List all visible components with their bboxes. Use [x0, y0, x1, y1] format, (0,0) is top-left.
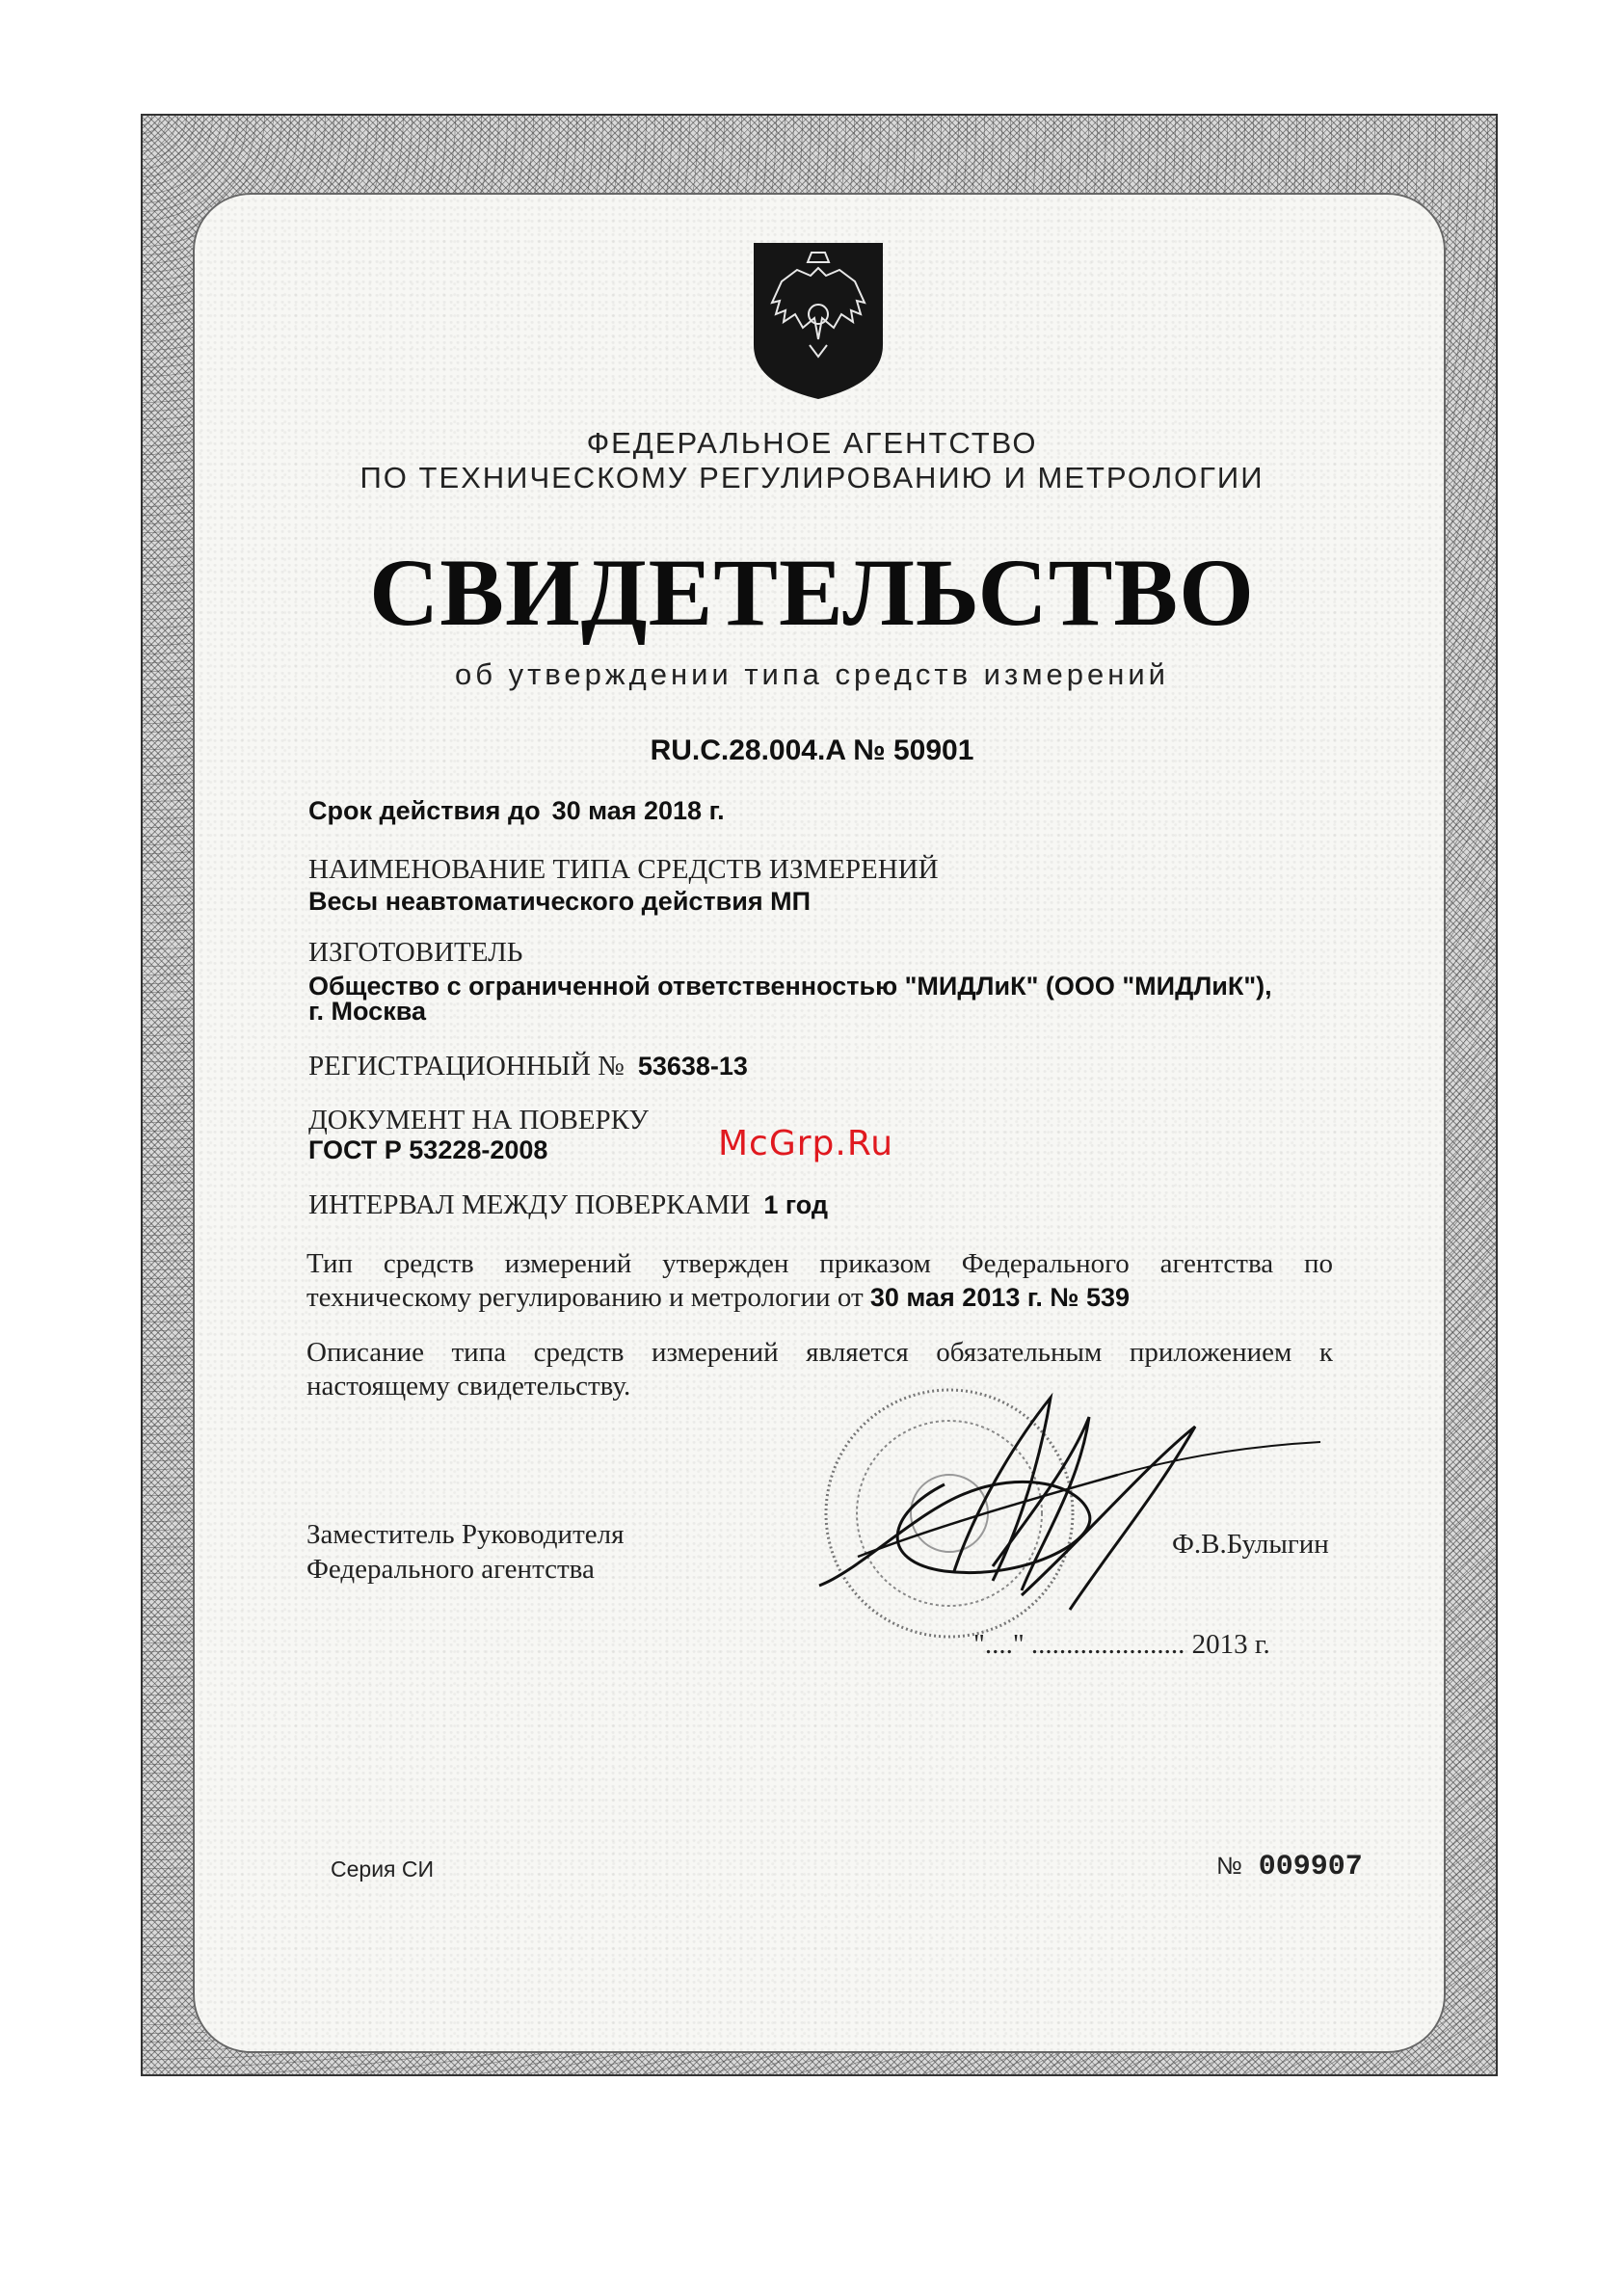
approval-paragraph	[306, 1247, 1333, 1315]
verification-doc-label: ДОКУМЕНТ НА ПОВЕРКУ	[308, 1105, 649, 1135]
manufacturer-label: ИЗГОТОВИТЕЛЬ	[308, 937, 523, 968]
signatory-position	[306, 1517, 624, 1587]
series-label: Серия СИ	[331, 1856, 435, 1882]
validity-label: Срок действия до	[308, 796, 541, 825]
serial-prefix: №	[1216, 1853, 1242, 1880]
approval-text: Тип средств измерений утвержден приказом Федерального агентства по техническому регулированию и метрологии от	[306, 1248, 1333, 1313]
signatory-position-line1: Заместитель Руководителя	[306, 1519, 625, 1550]
interval-row	[308, 1189, 828, 1221]
approval-order: 30 мая 2013 г. № 539	[869, 1283, 1131, 1312]
signatory-name: Ф.В.Булыгин	[1172, 1529, 1329, 1560]
signature-icon	[800, 1378, 1340, 1619]
registration-label: РЕГИСТРАЦИОННЫЙ №	[308, 1051, 625, 1081]
instrument-type-label: НАИМЕНОВАНИЕ ТИПА СРЕДСТВ ИЗМЕРЕНИЙ	[308, 854, 939, 885]
registration-value: 53638-13	[637, 1052, 748, 1081]
certificate-number: RU.C.28.004.A № 50901	[650, 734, 974, 766]
validity-value: 30 мая 2018 г.	[551, 796, 725, 825]
description-note: Описание типа средств измерений является обязательным приложением к настоящему свидетельству.	[306, 1337, 1333, 1402]
validity-row	[308, 796, 725, 826]
agency-line-1: ФЕДЕРАЛЬНОЕ АГЕНТСТВО	[586, 426, 1038, 460]
manufacturer-value-line2: г. Москва	[308, 997, 426, 1026]
interval-value: 1 год	[763, 1190, 828, 1219]
verification-doc-value: ГОСТ Р 53228-2008	[308, 1135, 548, 1164]
manufacturer-value-line1: Общество с ограниченной ответственностью "МИДЛиК" (ООО "МИДЛиК"),	[308, 972, 1272, 1001]
document-title: СВИДЕТЕЛЬСТВО	[369, 539, 1255, 646]
signature-date: "...." ...................... 2013 г.	[973, 1629, 1270, 1660]
instrument-type-value: Весы неавтоматического действия МП	[308, 887, 812, 916]
registration-row	[308, 1051, 748, 1082]
watermark-text: McGrp.Ru	[718, 1124, 894, 1163]
agency-line-2: ПО ТЕХНИЧЕСКОМУ РЕГУЛИРОВАНИЮ И МЕТРОЛОГИИ	[359, 461, 1265, 494]
interval-label: ИНТЕРВАЛ МЕЖДУ ПОВЕРКАМИ	[308, 1189, 751, 1220]
serial-value: 009907	[1258, 1851, 1363, 1883]
coat-of-arms-icon	[750, 239, 887, 403]
serial-number	[1216, 1851, 1363, 1883]
document-subtitle: об утверждении типа средств измерений	[455, 657, 1169, 691]
signatory-position-line2: Федерального агентства	[306, 1554, 595, 1585]
